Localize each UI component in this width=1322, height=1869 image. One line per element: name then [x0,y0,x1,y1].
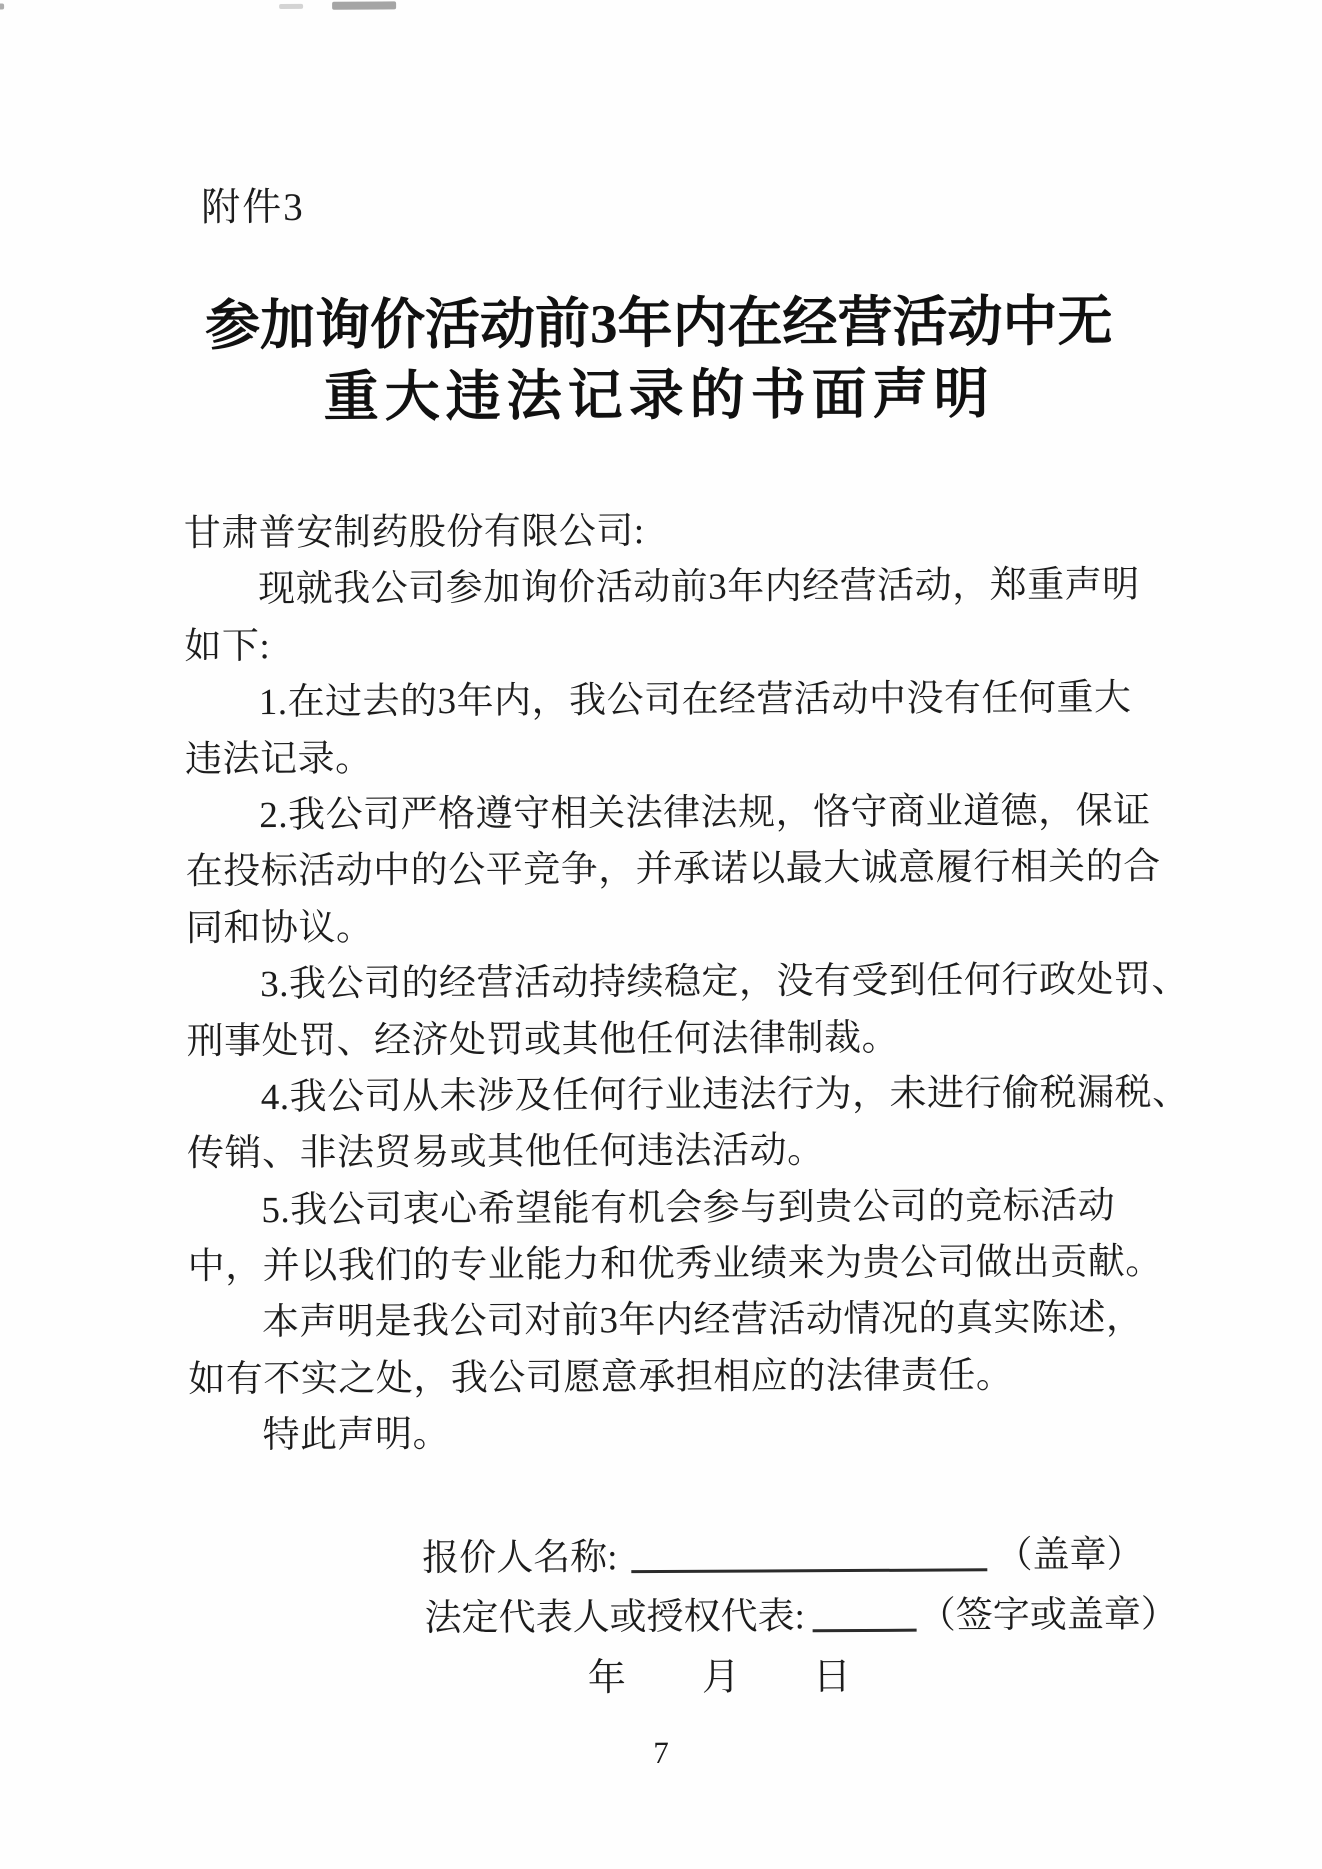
body-line: 如下: [184,625,271,668]
representative-label: 法定代表人或授权代表: [424,1596,805,1640]
quoter-seal-note: （盖章） [995,1534,1144,1577]
body-line: 现就我公司参加询价活动前3年内经营活动，郑重声明 [258,564,1140,611]
body-line: 传销、非法贸易或其他任何违法活动。 [187,1130,825,1175]
body-line: 如有不实之处，我公司愿意承担相应的法律责任。 [188,1355,1014,1401]
body-line: 中，并以我们的专业能力和优秀业绩来为贵公司做出贡献。 [187,1241,1163,1288]
date-year-label: 年 [587,1657,626,1700]
body-line: 在投标活动中的公平竞争，并承诺以最大诚意履行相关的合 [185,846,1161,893]
date-day-label: 日 [812,1656,852,1699]
scan-artifact [332,1,396,9]
representative-row [424,1589,1178,1643]
body-line: 同和协议。 [185,907,374,950]
body-line-item-1: 1.在过去的3年内，我公司在经营活动中没有任何重大 [258,677,1132,724]
body-line-item-5: 5.我公司衷心希望能有机会参与到贵公司的竞标活动 [261,1185,1116,1231]
document-title-line1: 参加询价活动前3年内在经营活动中无 [204,290,1113,357]
body-line-statement: 本声明是我公司对前3年内经营活动情况的真实陈述， [261,1297,1144,1344]
quoter-name-row [422,1529,1144,1583]
body-line-item-4: 4.我公司从未涉及任何行业违法行为，未进行偷税漏税、 [260,1072,1190,1119]
document-title [0,285,1320,436]
representative-seal-note: （签字或盖章） [918,1594,1178,1637]
body-line: 违法记录。 [184,738,373,781]
body-line-item-2: 2.我公司严格遵守相关法律法规，恪守商业道德，保证 [259,790,1151,837]
date-month-label: 月 [701,1656,741,1699]
scan-artifact [0,3,4,9]
date-row [588,1645,851,1701]
body-line-addressee: 甘肃普安制药股份有限公司: [183,511,645,555]
body-line-closing: 特此声明。 [262,1414,451,1457]
quoter-name-label: 报价人名称: [422,1537,618,1580]
page-number: 7 [653,1734,669,1771]
document-title-line2: 重大违法记录的书面声明 [323,363,995,428]
attachment-label: 附件3 [201,185,305,230]
body-line: 刑事处罚、经济处罚或其他任何法律制裁。 [186,1017,900,1063]
quoter-name-field [631,1530,987,1573]
body-line-item-3: 3.我公司的经营活动持续稳定，没有受到任何行政处罚、 [260,959,1190,1006]
scan-artifact [279,4,303,9]
declaration-body [183,502,1190,1466]
representative-signature-field [813,1591,917,1633]
